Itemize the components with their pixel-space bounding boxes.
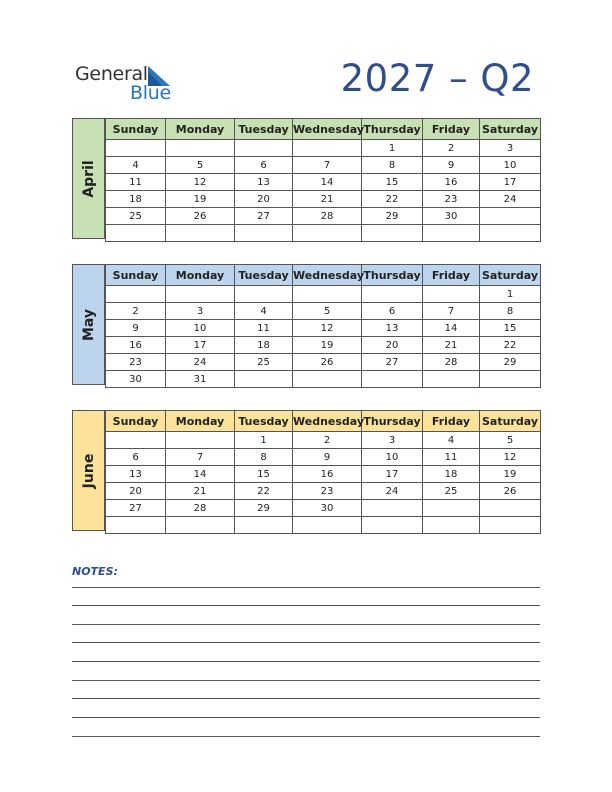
day-cell: 11 (423, 449, 480, 466)
weekday-sunday: Sunday (106, 265, 166, 286)
day-cell (423, 517, 480, 534)
page-title: 2027 – Q2 (340, 57, 534, 100)
week-row (106, 320, 541, 337)
month-name: June (80, 453, 97, 488)
day-cell: 31 (166, 371, 235, 388)
day-cell: 11 (235, 320, 293, 337)
weekday-thursday: Thursday (362, 411, 423, 432)
day-cell (362, 500, 423, 517)
day-cell: 14 (166, 466, 235, 483)
day-cell: 1 (362, 140, 423, 157)
day-cell (480, 208, 541, 225)
weekday-sunday: Sunday (106, 411, 166, 432)
week-row (106, 286, 541, 303)
day-cell: 27 (362, 354, 423, 371)
day-cell (423, 225, 480, 242)
weekday-friday: Friday (423, 411, 480, 432)
weekday-wednesday: Wednesday (293, 411, 362, 432)
weekday-thursday: Thursday (362, 119, 423, 140)
brand-logo (75, 63, 185, 103)
weekday-friday: Friday (423, 265, 480, 286)
day-cell: 1 (235, 432, 293, 449)
weekday-friday: Friday (423, 119, 480, 140)
day-cell (106, 517, 166, 534)
day-cell (235, 225, 293, 242)
note-line (72, 605, 540, 606)
note-line (72, 736, 540, 737)
day-cell: 24 (480, 191, 541, 208)
calendar-table-june (105, 410, 541, 534)
month-may (72, 264, 540, 385)
weekday-tuesday: Tuesday (235, 265, 293, 286)
notes-label: NOTES: (72, 565, 118, 578)
day-cell (166, 517, 235, 534)
day-cell (293, 517, 362, 534)
day-cell (106, 225, 166, 242)
day-cell (166, 432, 235, 449)
day-cell: 2 (293, 432, 362, 449)
day-cell (293, 225, 362, 242)
day-cell (235, 140, 293, 157)
day-cell: 13 (362, 320, 423, 337)
weekday-header (106, 265, 541, 286)
logo-text-blue: Blue (130, 82, 171, 104)
day-cell: 19 (480, 466, 541, 483)
day-cell: 28 (166, 500, 235, 517)
day-cell: 6 (235, 157, 293, 174)
day-cell: 25 (106, 208, 166, 225)
day-cell (235, 371, 293, 388)
day-cell (480, 500, 541, 517)
day-cell (166, 286, 235, 303)
month-name: May (80, 308, 97, 341)
day-cell: 4 (423, 432, 480, 449)
day-cell: 21 (293, 191, 362, 208)
weekday-thursday: Thursday (362, 265, 423, 286)
day-cell (423, 371, 480, 388)
weekday-monday: Monday (166, 265, 235, 286)
day-cell: 28 (293, 208, 362, 225)
calendar-table-may (105, 264, 541, 388)
day-cell: 24 (166, 354, 235, 371)
day-cell (362, 286, 423, 303)
day-cell: 27 (106, 500, 166, 517)
weekday-sunday: Sunday (106, 119, 166, 140)
day-cell: 30 (423, 208, 480, 225)
week-row (106, 371, 541, 388)
week-row (106, 303, 541, 320)
month-label-june (72, 410, 105, 531)
note-line (72, 661, 540, 662)
day-cell (423, 500, 480, 517)
day-cell: 30 (293, 500, 362, 517)
day-cell: 22 (480, 337, 541, 354)
day-cell: 27 (235, 208, 293, 225)
day-cell: 19 (166, 191, 235, 208)
day-cell: 21 (423, 337, 480, 354)
day-cell: 17 (166, 337, 235, 354)
day-cell: 4 (235, 303, 293, 320)
day-cell (480, 517, 541, 534)
note-line (72, 624, 540, 625)
week-row (106, 337, 541, 354)
week-row (106, 517, 541, 534)
day-cell: 13 (235, 174, 293, 191)
day-cell: 8 (235, 449, 293, 466)
day-cell: 15 (362, 174, 423, 191)
day-cell: 18 (106, 191, 166, 208)
day-cell: 22 (362, 191, 423, 208)
day-cell: 19 (293, 337, 362, 354)
note-line (72, 717, 540, 718)
note-line (72, 587, 540, 588)
week-row (106, 354, 541, 371)
day-cell: 23 (293, 483, 362, 500)
weekday-tuesday: Tuesday (235, 411, 293, 432)
day-cell: 28 (423, 354, 480, 371)
day-cell: 7 (293, 157, 362, 174)
day-cell: 29 (362, 208, 423, 225)
month-label-april (72, 118, 105, 239)
day-cell: 15 (480, 320, 541, 337)
day-cell: 9 (423, 157, 480, 174)
day-cell: 12 (166, 174, 235, 191)
day-cell: 3 (362, 432, 423, 449)
day-cell: 1 (480, 286, 541, 303)
weekday-wednesday: Wednesday (293, 265, 362, 286)
day-cell: 10 (480, 157, 541, 174)
day-cell: 30 (106, 371, 166, 388)
day-cell: 10 (362, 449, 423, 466)
note-line (72, 680, 540, 681)
week-row (106, 157, 541, 174)
weekday-wednesday: Wednesday (293, 119, 362, 140)
calendar-table-april (105, 118, 541, 242)
day-cell: 26 (480, 483, 541, 500)
day-cell (293, 371, 362, 388)
week-row (106, 191, 541, 208)
day-cell (362, 225, 423, 242)
day-cell (235, 286, 293, 303)
day-cell: 20 (106, 483, 166, 500)
day-cell: 15 (235, 466, 293, 483)
day-cell: 4 (106, 157, 166, 174)
day-cell: 18 (423, 466, 480, 483)
day-cell: 16 (423, 174, 480, 191)
day-cell (362, 517, 423, 534)
day-cell: 8 (480, 303, 541, 320)
day-cell: 12 (480, 449, 541, 466)
day-cell: 17 (480, 174, 541, 191)
day-cell: 10 (166, 320, 235, 337)
day-cell: 22 (235, 483, 293, 500)
week-row (106, 432, 541, 449)
day-cell: 26 (293, 354, 362, 371)
day-cell: 7 (423, 303, 480, 320)
day-cell (166, 140, 235, 157)
day-cell (166, 225, 235, 242)
weekday-saturday: Saturday (480, 265, 541, 286)
day-cell: 16 (106, 337, 166, 354)
day-cell: 18 (235, 337, 293, 354)
day-cell (293, 286, 362, 303)
day-cell: 7 (166, 449, 235, 466)
month-april (72, 118, 540, 239)
day-cell (480, 371, 541, 388)
month-june (72, 410, 540, 531)
day-cell (106, 286, 166, 303)
day-cell: 14 (423, 320, 480, 337)
day-cell (106, 140, 166, 157)
weekday-monday: Monday (166, 411, 235, 432)
day-cell (362, 371, 423, 388)
day-cell (423, 286, 480, 303)
week-row (106, 140, 541, 157)
day-cell: 3 (480, 140, 541, 157)
month-name: April (80, 159, 97, 198)
day-cell: 20 (362, 337, 423, 354)
note-line (72, 698, 540, 699)
day-cell: 25 (423, 483, 480, 500)
day-cell: 16 (293, 466, 362, 483)
day-cell: 21 (166, 483, 235, 500)
day-cell: 17 (362, 466, 423, 483)
day-cell (480, 225, 541, 242)
day-cell: 6 (106, 449, 166, 466)
weekday-saturday: Saturday (480, 119, 541, 140)
day-cell: 2 (106, 303, 166, 320)
note-line (72, 642, 540, 643)
day-cell: 2 (423, 140, 480, 157)
day-cell: 14 (293, 174, 362, 191)
month-label-may (72, 264, 105, 385)
weekday-monday: Monday (166, 119, 235, 140)
week-row (106, 225, 541, 242)
weekday-header (106, 411, 541, 432)
logo-text-general: General (75, 63, 148, 85)
day-cell: 5 (480, 432, 541, 449)
day-cell: 24 (362, 483, 423, 500)
day-cell: 26 (166, 208, 235, 225)
day-cell: 5 (166, 157, 235, 174)
week-row (106, 500, 541, 517)
day-cell: 29 (235, 500, 293, 517)
day-cell: 23 (106, 354, 166, 371)
day-cell (293, 140, 362, 157)
week-row (106, 208, 541, 225)
day-cell: 5 (293, 303, 362, 320)
day-cell: 23 (423, 191, 480, 208)
day-cell (235, 517, 293, 534)
week-row (106, 466, 541, 483)
day-cell: 3 (166, 303, 235, 320)
week-row (106, 483, 541, 500)
week-row (106, 449, 541, 466)
day-cell: 9 (293, 449, 362, 466)
day-cell: 6 (362, 303, 423, 320)
day-cell: 8 (362, 157, 423, 174)
day-cell: 11 (106, 174, 166, 191)
week-row (106, 174, 541, 191)
day-cell: 29 (480, 354, 541, 371)
weekday-tuesday: Tuesday (235, 119, 293, 140)
day-cell: 9 (106, 320, 166, 337)
weekday-header (106, 119, 541, 140)
day-cell: 13 (106, 466, 166, 483)
day-cell: 20 (235, 191, 293, 208)
day-cell: 25 (235, 354, 293, 371)
weekday-saturday: Saturday (480, 411, 541, 432)
day-cell: 12 (293, 320, 362, 337)
day-cell (106, 432, 166, 449)
